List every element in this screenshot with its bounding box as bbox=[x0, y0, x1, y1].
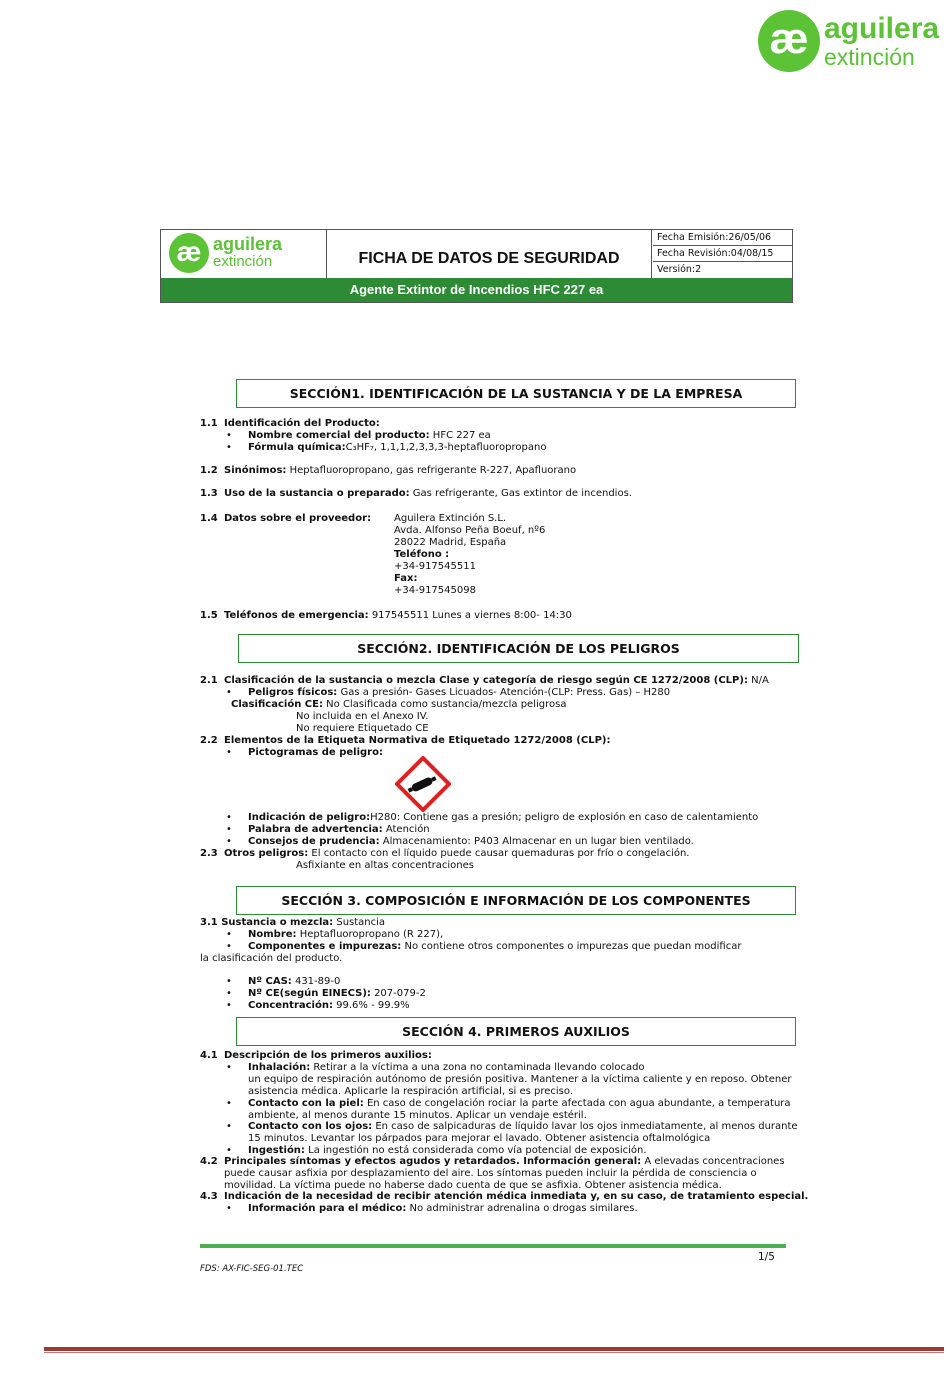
inhalation-line2: un equipo de respiración autónomo de presión positiva. Mantener a la víctima caliente y en reposo. Obtener bbox=[248, 1074, 792, 1085]
header-logo-mark: æ bbox=[169, 233, 209, 273]
item-number: 2.1 bbox=[200, 675, 218, 686]
bottom-rule bbox=[44, 1347, 944, 1351]
header-logo bbox=[161, 230, 327, 278]
symptoms-line3: movilidad. La víctima puede no haberse dado cuenta de que se asfixia. Obtener asistencia médica. bbox=[224, 1180, 722, 1191]
bullet-icon: • bbox=[226, 824, 232, 835]
eye-contact: Contacto con los ojos: En caso de salpicaduras de líquido lavar los ojos inmediatamente, al menos durante bbox=[248, 1121, 798, 1132]
skin-contact: Contacto con la piel: En caso de congelación rociar la parte afectada con agua abundante, a temperatura bbox=[248, 1098, 791, 1109]
ingestion: Ingestión: La ingestión no está considerada como vía potencial de exposición. bbox=[248, 1145, 647, 1156]
trade-name: Nombre comercial del producto: HFC 227 ea bbox=[248, 430, 491, 441]
substance-type: 3.1 Sustancia o mezcla: Sustancia bbox=[200, 917, 386, 928]
doctor-info: Información para el médico: No administrar adrenalina o drogas similares. bbox=[248, 1203, 638, 1214]
components-impurities-line2: la clasificación del producto. bbox=[200, 953, 343, 964]
bullet-icon: • bbox=[226, 687, 232, 698]
section-1-heading: SECCIÓN1. IDENTIFICACIÓN DE LA SUSTANCIA Y DE LA EMPRESA bbox=[236, 379, 796, 408]
fax-label: Fax: bbox=[394, 573, 418, 584]
signal-word: Palabra de advertencia: Atención bbox=[248, 824, 430, 835]
item-number: 1.2 bbox=[200, 465, 218, 476]
item-heading: Identificación del Producto: bbox=[224, 418, 380, 429]
supplier-city: 28022 Madrid, España bbox=[394, 537, 507, 548]
eye-contact-line2: 15 minutos. Levantar los párpados para mejorar el lavado. Obtener asistencia oftalmológica bbox=[248, 1133, 711, 1144]
revision-info bbox=[653, 230, 792, 278]
bullet-icon: • bbox=[226, 988, 232, 999]
supplier-address: Avda. Alfonso Peña Boeuf, nº6 bbox=[394, 525, 546, 536]
document-header bbox=[160, 229, 793, 303]
item-number: 1.4 bbox=[200, 513, 218, 524]
medical-attention-heading: Indicación de la necesidad de recibir atención médica inmediata y, en su caso, de tratamiento especial. bbox=[224, 1191, 809, 1202]
document-subtitle: Agente Extintor de Incendios HFC 227 ea bbox=[161, 278, 792, 302]
footer-rule bbox=[200, 1244, 786, 1248]
revision-date: Fecha Revisión:04/08/15 bbox=[653, 246, 792, 262]
ce-annex: No incluida en el Anexo IV. bbox=[296, 711, 429, 722]
bullet-icon: • bbox=[226, 836, 232, 847]
bullet-icon: • bbox=[226, 929, 232, 940]
bullet-icon: • bbox=[226, 430, 232, 441]
fax-number: +34-917545098 bbox=[394, 585, 476, 596]
item-number: 2.2 bbox=[200, 735, 218, 746]
components-impurities: Componentes e impurezas: No contiene otros componentes o impurezas que puedan modificar bbox=[248, 941, 742, 952]
pictograms-label: Pictogramas de peligro: bbox=[248, 747, 383, 758]
document-code: FDS: AX-FIC-SEG-01.TEC bbox=[200, 1264, 304, 1274]
label-elements-heading: Elementos de la Etiqueta Normativa de Etiquetado 1272/2008 (CLP): bbox=[224, 735, 611, 746]
item-number: 1.1 bbox=[200, 418, 218, 429]
bullet-icon: • bbox=[226, 1098, 232, 1109]
chemical-formula: Fórmula química:C₃HF₇, 1,1,1,2,3,3,3-heptafluoropropano bbox=[248, 442, 547, 453]
symptoms-line2: puede causar asfixia por desplazamiento del aire. Los síntomas pueden incluir la pérdida de consciencia o bbox=[224, 1168, 757, 1179]
ce-classification: Clasificación CE: No Clasificada como sustancia/mezcla peligrosa bbox=[231, 699, 567, 710]
synonyms: Sinónimos: Heptafluoropropano, gas refrigerante R-227, Apafluorano bbox=[224, 465, 577, 476]
bullet-icon: • bbox=[226, 941, 232, 952]
supplier-heading: Datos sobre el proveedor: bbox=[224, 513, 372, 524]
bullet-icon: • bbox=[226, 442, 232, 453]
version: Versión:2 bbox=[657, 264, 702, 275]
section-3-heading: SECCIÓN 3. COMPOSICIÓN E INFORMACIÓN DE LOS COMPONENTES bbox=[236, 886, 796, 915]
skin-contact-line2: ambiente, al menos durante 15 minutos. Aplicar un vendaje estéril. bbox=[248, 1110, 587, 1121]
page-number: 1/5 bbox=[758, 1251, 775, 1263]
bullet-icon: • bbox=[226, 747, 232, 758]
header-logo-name: aguilera bbox=[213, 234, 283, 254]
ec-number: Nº CE(según EINECS): 207-079-2 bbox=[248, 988, 426, 999]
ce-labelling: No requiere Etiquetado CE bbox=[296, 723, 429, 734]
item-number: 4.1 bbox=[200, 1050, 218, 1061]
first-aid-heading: Descripción de los primeros auxilios: bbox=[224, 1050, 432, 1061]
bullet-icon: • bbox=[226, 1145, 232, 1156]
classification-heading: Clasificación de la sustancia o mezcla Clase y categoría de riesgo según CE 1272/2008 (CLP): N/A bbox=[224, 675, 769, 686]
bullet-icon: • bbox=[226, 1203, 232, 1214]
phone-number: +34-917545511 bbox=[394, 561, 476, 572]
bullet-icon: • bbox=[226, 1062, 232, 1073]
phone-label: Teléfono : bbox=[394, 549, 450, 560]
bullet-icon: • bbox=[226, 812, 232, 823]
logo-name: aguilera bbox=[824, 12, 940, 45]
item-number: 4.2 bbox=[200, 1156, 218, 1167]
bottom-rule-thin bbox=[44, 1352, 944, 1353]
company-logo bbox=[758, 8, 943, 72]
inhalation: Inhalación: Retirar a la víctima a una zona no contaminada llevando colocado bbox=[248, 1062, 645, 1073]
header-logo-subname: extinción bbox=[213, 253, 273, 270]
symptoms: Principales síntomas y efectos agudos y retardados. Información general: A elevadas concentraciones bbox=[224, 1156, 785, 1167]
hazard-statement: Indicación de peligro:H280: Contiene gas a presión; peligro de explosión en caso de calentamiento bbox=[248, 812, 759, 823]
bullet-icon: • bbox=[226, 1000, 232, 1011]
document-title: FICHA DE DATOS DE SEGURIDAD bbox=[327, 230, 652, 278]
section-4-heading: SECCIÓN 4. PRIMEROS AUXILIOS bbox=[236, 1017, 796, 1046]
other-hazards-line2: Asfixiante en altas concentraciones bbox=[296, 860, 474, 871]
logo-subname: extinción bbox=[824, 44, 915, 70]
logo-mark: æ bbox=[758, 10, 820, 72]
item-number: 2.3 bbox=[200, 848, 218, 859]
item-number: 4.3 bbox=[200, 1191, 218, 1202]
emergency-phones: Teléfonos de emergencia: 917545511 Lunes a viernes 8:00- 14:30 bbox=[224, 610, 572, 621]
precautionary-statement: Consejos de prudencia: Almacenamiento: P403 Almacenar en un lugar bien ventilado. bbox=[248, 836, 694, 847]
item-number: 1.5 bbox=[200, 610, 218, 621]
item-number: 1.3 bbox=[200, 488, 218, 499]
section-2-heading: SECCIÓN2. IDENTIFICACIÓN DE LOS PELIGROS bbox=[238, 634, 799, 663]
cas-number: Nº CAS: 431-89-0 bbox=[248, 976, 341, 987]
inhalation-line3: asistencia médica. Aplicarle la respiración artificial, si es preciso. bbox=[248, 1086, 574, 1097]
gas-cylinder-pictogram-icon bbox=[395, 756, 451, 812]
issue-date: Fecha Emisión:26/05/06 bbox=[653, 230, 792, 246]
other-hazards: Otros peligros: El contacto con el líquido puede causar quemaduras por frío o congelación. bbox=[224, 848, 690, 859]
bullet-icon: • bbox=[226, 1121, 232, 1132]
substance-use: Uso de la sustancia o preparado: Gas refrigerante, Gas extintor de incendios. bbox=[224, 488, 632, 499]
concentration: Concentración: 99.6% - 99.9% bbox=[248, 1000, 410, 1011]
physical-hazards: Peligros físicos: Gas a presión- Gases Licuados- Atención-(CLP: Press. Gas) – H280 bbox=[248, 687, 671, 698]
supplier-name: Aguilera Extinción S.L. bbox=[394, 513, 507, 524]
bullet-icon: • bbox=[226, 976, 232, 987]
component-name: Nombre: Heptafluoropropano (R 227), bbox=[248, 929, 444, 940]
